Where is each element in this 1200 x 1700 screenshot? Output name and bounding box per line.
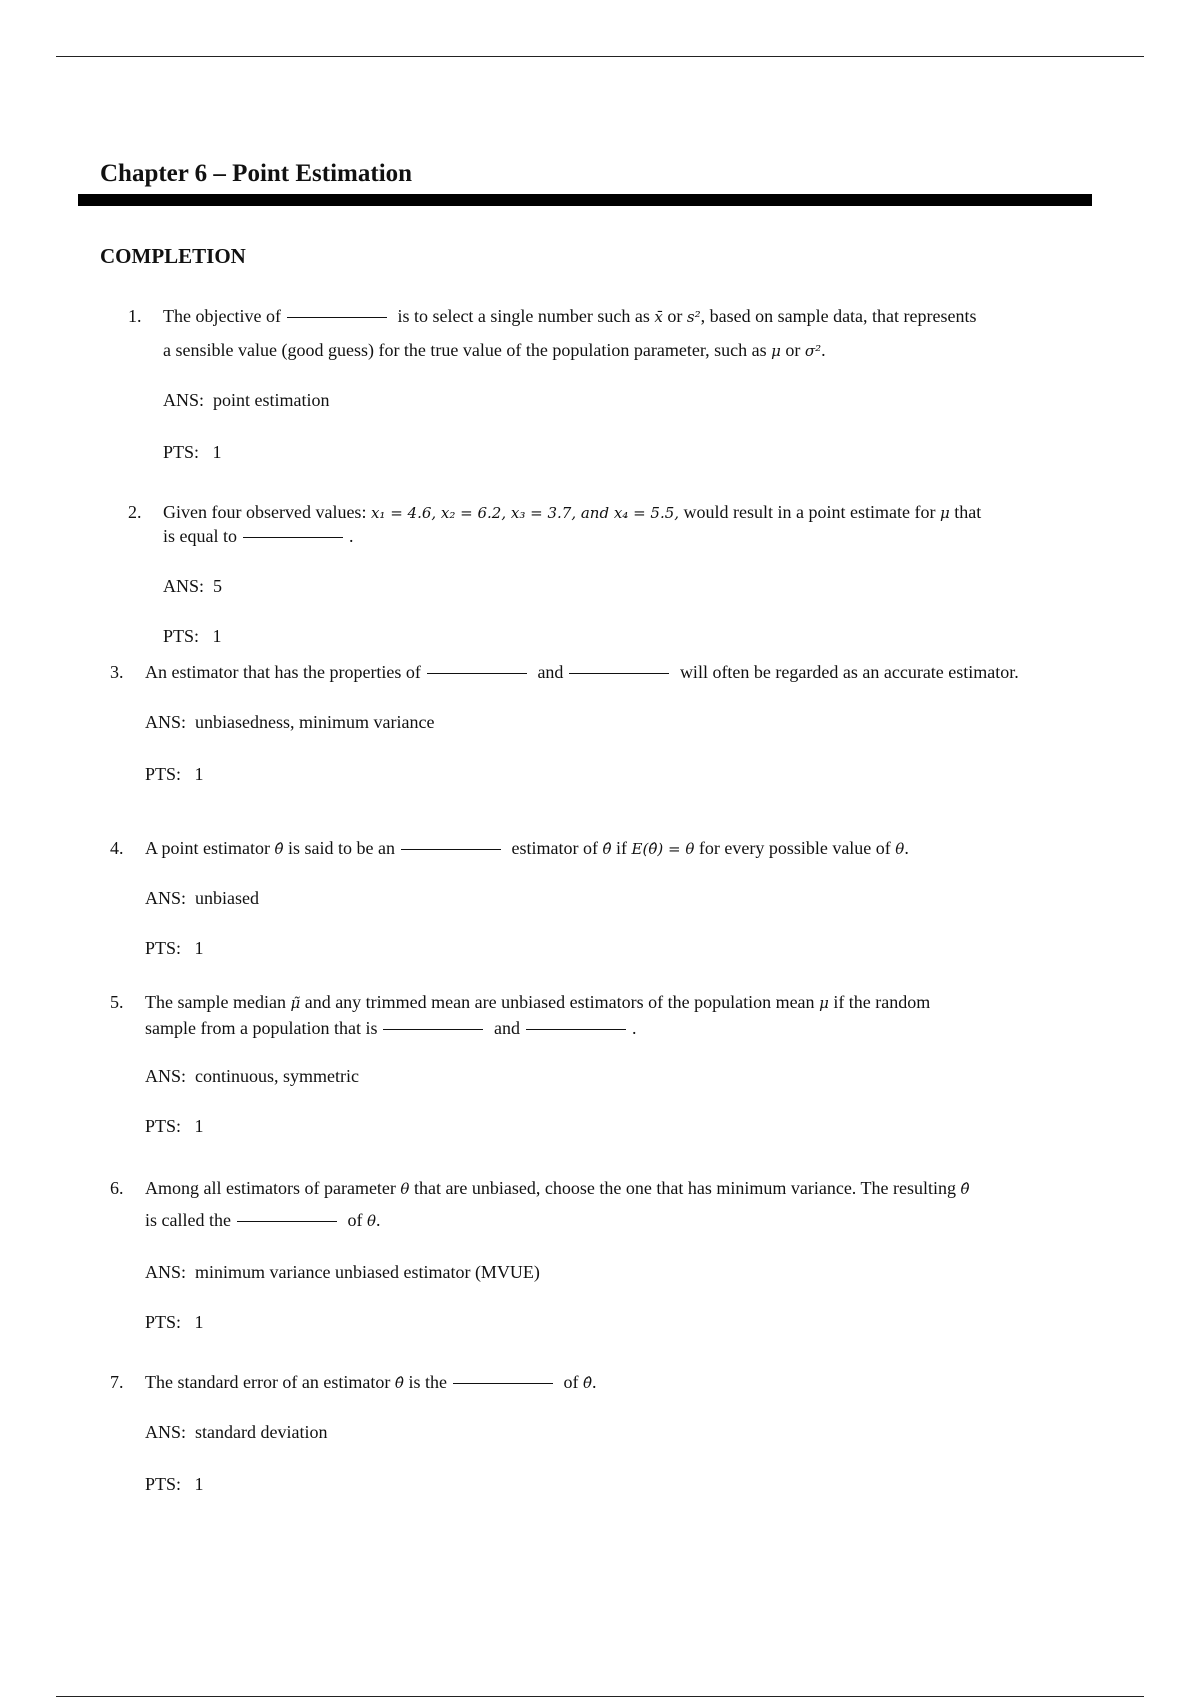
- points-value: 1: [194, 764, 204, 784]
- observed-values-equation: x₁ = 4.6, x₂ = 6.2, x₃ = 3.7, and x₄ = 5.5,: [370, 504, 680, 522]
- answer-blank: [526, 1029, 626, 1030]
- answer-text: minimum variance unbiased estimator (MVUE): [195, 1262, 540, 1282]
- bottom-rule: [56, 1696, 1144, 1697]
- mu-tilde-symbol: μ̃: [290, 994, 301, 1012]
- points-line: PTS: 1: [145, 764, 204, 784]
- page-title: Chapter 6 – Point Estimation: [100, 160, 413, 187]
- points-value: 1: [212, 626, 222, 646]
- answer-blank: [243, 537, 343, 538]
- question-text-line2: sample from a population that is and .: [145, 1018, 637, 1038]
- points-value: 1: [194, 1474, 204, 1494]
- answer-line: ANS: 5: [163, 576, 223, 596]
- theta-symbol: θ: [366, 1212, 376, 1230]
- theta-symbol: θ: [400, 1180, 410, 1198]
- question-text: An estimator that has the properties of and will often be regarded as an accurate estimator.: [145, 662, 1019, 682]
- answer-text: unbiasedness, minimum variance: [195, 712, 435, 732]
- answer-text: standard deviation: [195, 1422, 328, 1442]
- answer-text: unbiased: [195, 888, 259, 908]
- answer-text: continuous, symmetric: [195, 1066, 359, 1086]
- points-line: PTS: 1: [163, 626, 222, 646]
- question-text: A point estimator θ̂ is said to be an estimator of θ̂ if E(θ̂) = θ for every possible value of θ.: [145, 838, 909, 858]
- points-line: PTS: 1: [145, 1116, 204, 1136]
- question-number: 4.: [110, 838, 124, 858]
- answer-text: point estimation: [213, 390, 330, 410]
- theta-hat-symbol: θ̂: [582, 1374, 592, 1392]
- question-number: 1.: [128, 306, 142, 326]
- theta-hat-symbol: θ̂: [274, 840, 284, 858]
- points-value: 1: [194, 1116, 204, 1136]
- question-text-line2: is called the of θ.: [145, 1210, 381, 1230]
- answer-line: ANS: unbiased: [145, 888, 259, 908]
- points-line: PTS: 1: [163, 442, 222, 462]
- points-value: 1: [194, 938, 204, 958]
- s-squared-symbol: s²: [686, 308, 701, 326]
- question-text: The standard error of an estimator θ̂ is the of θ̂.: [145, 1372, 597, 1392]
- question-number: 5.: [110, 992, 124, 1012]
- question-text-line2: a sensible value (good guess) for the true value of the population parameter, such as μ or σ².: [163, 340, 826, 360]
- points-value: 1: [194, 1312, 204, 1332]
- top-rule: [56, 56, 1144, 57]
- answer-line: ANS: minimum variance unbiased estimator (MVUE): [145, 1262, 540, 1282]
- section-heading: COMPLETION: [100, 244, 246, 268]
- theta-hat-symbol: θ̂: [394, 1374, 404, 1392]
- theta-symbol: θ: [895, 840, 905, 858]
- points-value: 1: [212, 442, 222, 462]
- answer-blank: [383, 1029, 483, 1030]
- points-line: PTS: 1: [145, 1312, 204, 1332]
- mu-symbol: μ: [819, 994, 829, 1012]
- question-text: Among all estimators of parameter θ that are unbiased, choose the one that has minimum variance. The resulting θ̂: [145, 1178, 970, 1198]
- question-number: 2.: [128, 502, 142, 522]
- question-text-line2: is equal to .: [163, 526, 354, 546]
- question-text: The sample median μ̃ and any trimmed mean are unbiased estimators of the population mean μ if the random: [145, 992, 931, 1012]
- answer-line: ANS: standard deviation: [145, 1422, 328, 1442]
- answer-line: ANS: unbiasedness, minimum variance: [145, 712, 435, 732]
- sigma-squared-symbol: σ²: [804, 342, 822, 360]
- question-number: 7.: [110, 1372, 124, 1392]
- answer-blank: [401, 849, 501, 850]
- answer-text: 5: [213, 576, 223, 596]
- xbar-symbol: x̄: [654, 308, 663, 326]
- answer-blank: [237, 1221, 337, 1222]
- question-text: Given four observed values: x₁ = 4.6, x₂ = 6.2, x₃ = 3.7, and x₄ = 5.5, would result in a point estimate for μ that: [163, 502, 982, 522]
- question-number: 6.: [110, 1178, 124, 1198]
- question-text: The objective of is to select a single number such as x̄ or s², based on sample data, that represents: [163, 306, 977, 326]
- answer-blank: [287, 317, 387, 318]
- answer-blank: [569, 673, 669, 674]
- points-line: PTS: 1: [145, 1474, 204, 1494]
- answer-blank: [427, 673, 527, 674]
- question-number: 3.: [110, 662, 124, 682]
- title-underline-bar: [78, 194, 1092, 206]
- expectation-equation: E(θ̂) = θ: [631, 840, 695, 858]
- answer-blank: [453, 1383, 553, 1384]
- points-line: PTS: 1: [145, 938, 204, 958]
- theta-hat-symbol: θ̂: [602, 840, 612, 858]
- mu-symbol: μ: [771, 342, 781, 360]
- mu-symbol: μ: [940, 504, 950, 522]
- answer-line: ANS: point estimation: [163, 390, 330, 410]
- theta-hat-symbol: θ̂: [960, 1180, 970, 1198]
- answer-line: ANS: continuous, symmetric: [145, 1066, 359, 1086]
